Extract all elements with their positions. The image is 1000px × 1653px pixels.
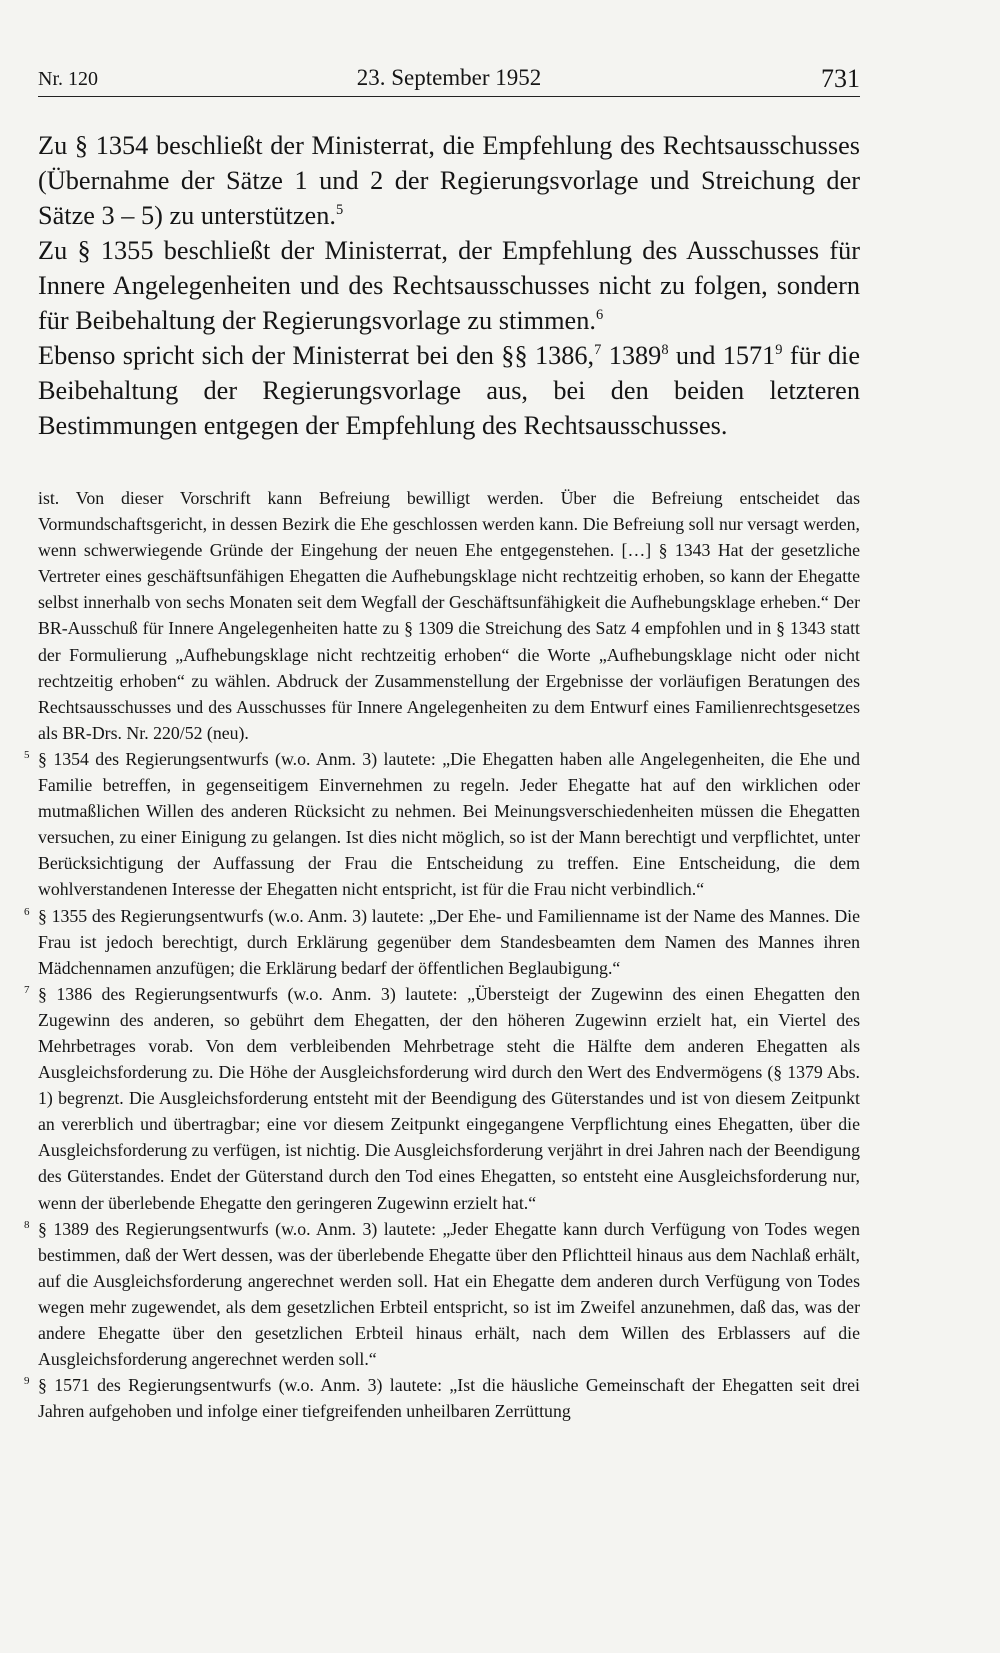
footnote-number: 9 [24, 1375, 30, 1388]
footnote-ref-7: 7 [594, 342, 602, 359]
footnote-5 [24, 746, 860, 903]
main-text [38, 128, 860, 443]
paragraph-2-text: Zu § 1355 beschließt der Ministerrat, der Empfehlung des Ausschusses für Innere Angelegenheiten und des Rechtsausschusses nicht zu folgen, sondern für Beibehaltung der Regierungsvorlage zu stimmen. [38, 236, 860, 335]
footnote-number: 6 [24, 905, 30, 918]
footnote-6 [24, 903, 860, 981]
footnote-8 [24, 1216, 860, 1373]
footnote-number: 7 [24, 983, 30, 996]
footnote-text: § 1355 des Regierungsentwurfs (w.o. Anm. 3) lautete: „Der Ehe- und Familienname ist der Name des Mannes. Die Frau ist jedoch berechtigt, durch Erklärung gegenüber dem Standesbeamten dem Namen des Mannes ihren Mädchennamen anzufügen; die Erklärung bedarf der öffentlichen Beglaubigung.“ [38, 905, 860, 978]
paragraph-3-text-b: 1389 [601, 341, 662, 370]
footnote-continuation: ist. Von dieser Vorschrift kann Befreiung bewilligt werden. Über die Befreiung entscheidet das Vormundschaftsgericht, in dessen Bezirk die Ehe geschlossen werden kann. Die Befreiung soll nur versagt werden, wenn schwerwiegende Gründe der Eingehung der neuen Ehe entgegenstehen. […] § 1343 Hat der gesetzliche Vertreter eines geschäftsunfähigen Ehegatten die Aufhebungsklage nicht rechtzeitig erhoben, so kann der Ehegatte selbst innerhalb von sechs Monaten seit dem Wegfall der Geschäftsunfähigkeit die Aufhebungsklage erheben.“ Der BR-Ausschuß für Innere Angelegenheiten hatte zu § 1309 die Streichung des Satz 4 empfohlen und in § 1343 statt der Formulierung „Aufhebungsklage nicht rechtzeitig erhoben“ die Worte „Aufhebungsklage nicht oder nicht rechtzeitig erhoben“ zu wählen. Abdruck der Zusammenstellung der Ergebnisse der vorläufigen Beratungen des Rechtsausschusses und des Ausschusses für Innere Angelegenheiten zu dem Entwurf eines Familienrechtsgesetzes als BR-Drs. Nr. 220/52 (neu). [38, 488, 860, 743]
page-number: 731 [821, 64, 860, 93]
footnote-ref-5: 5 [335, 202, 344, 219]
footnote-number: 8 [24, 1218, 30, 1231]
paragraph-3-text-a: Ebenso spricht sich der Ministerrat bei den §§ 1386, [38, 341, 595, 370]
footnote-text: § 1571 des Regierungsentwurfs (w.o. Anm. 3) lautete: „Ist die häusliche Gemeinschaft der Ehegatten seit drei Jahren aufgehoben und infolge einer tiefgreifenden unheilbaren Zerrüttung [38, 1375, 860, 1422]
footnote-ref-8: 8 [661, 342, 669, 359]
footnote-text: § 1386 des Regierungsentwurfs (w.o. Anm. 3) lautete: „Übersteigt der Zugewinn des einen Ehegatten den Zugewinn des anderen, so gebührt dem Ehegatten, der den höheren Zugewinn erzielt hat, ein Viertel des Mehrbetrages vorab. Von dem verbleibenden Mehrbetrage steht die Hälfte dem anderen Ehegatten als Ausgleichsforderung zu. Die Höhe der Ausgleichsforderung wird durch den Wert des Endvermögens (§ 1379 Abs. 1) begrenzt. Die Ausgleichsforderung entsteht mit der Beendigung des Güterstandes und ist von diesem Zeitpunkt an vererblich und übertragbar; eine vor diesem Zeitpunkt eingegangene Verpflichtung eines Ehegatten, über die Ausgleichsforderung zu verfügen, ist nichtig. Die Ausgleichsforderung verjährt in drei Jahren nach der Beendigung des Güterstandes. Endet der Güterstand durch den Tod eines Ehegatten, so entsteht eine Ausgleichsforderung nur, wenn der überlebende Ehegatte den geringeren Zugewinn erzielt hat.“ [38, 983, 860, 1213]
footnote-7 [24, 981, 860, 1216]
footnote-number: 5 [24, 748, 30, 761]
paragraph-1 [38, 128, 860, 233]
paragraph-2 [38, 233, 860, 338]
header-date: 23. September 1952 [356, 65, 542, 90]
page-header [38, 62, 860, 97]
footnote-9 [24, 1372, 860, 1424]
footnotes [24, 485, 860, 1424]
document-number: Nr. 120 [38, 68, 98, 90]
footnote-ref-6: 6 [595, 307, 604, 324]
footnote-ref-9: 9 [775, 342, 783, 359]
paragraph-1-text: Zu § 1354 beschließt der Ministerrat, die Empfehlung des Rechtsausschusses (Übernahme der Sätze 1 und 2 der Regierungsvorlage und Streichung der Sätze 3 – 5) zu unterstützen. [38, 131, 860, 230]
footnote-text: § 1354 des Regierungsentwurfs (w.o. Anm. 3) lautete: „Die Ehegatten haben alle Angelegenheiten, die Ehe und Familie betreffen, in gegenseitigem Einvernehmen zu regeln. Jeder Ehegatte hat auf den wirklichen oder mutmaßlichen Willen des anderen Rücksicht zu nehmen. Bei Meinungsverschiedenheiten müssen die Ehegatten versuchen, zu einer Einigung zu gelangen. Ist dies nicht möglich, so ist der Mann berechtigt und verpflichtet, unter Berücksichtigung der Auffassung der Frau die Entscheidung zu treffen. Eine Entscheidung, die dem wohlverstandenen Interesse der Ehegatten nicht entspricht, ist für die Frau nicht verbindlich.“ [38, 748, 860, 900]
footnote-text: § 1389 des Regierungsentwurfs (w.o. Anm. 3) lautete: „Jeder Ehegatte kann durch Verfügung von Todes wegen bestimmen, daß der Wert dessen, was der überlebende Ehegatte über den Pflichtteil hinaus aus dem Nachlaß erhält, auf die Ausgleichsforderung angerechnet werden soll. Hat ein Ehegatte dem anderen durch Verfügung von Todes wegen mehr zugewendet, als dem gesetzlichen Erbteil entspricht, so ist im Zweifel anzunehmen, daß das, was der andere Ehegatte über den gesetzlichen Erbteil hinaus erhält, nach dem Willen des Erblassers auf die Ausgleichsforderung angerechnet werden soll.“ [38, 1218, 860, 1370]
paragraph-3 [38, 338, 860, 443]
paragraph-3-text-d: für die Beibehaltung der Regierungsvorlage aus, bei den beiden letzteren Bestimmungen entgegen der Empfehlung des Rechtsausschusses. [38, 341, 861, 440]
paragraph-3-text-c: und 1571 [668, 341, 776, 370]
